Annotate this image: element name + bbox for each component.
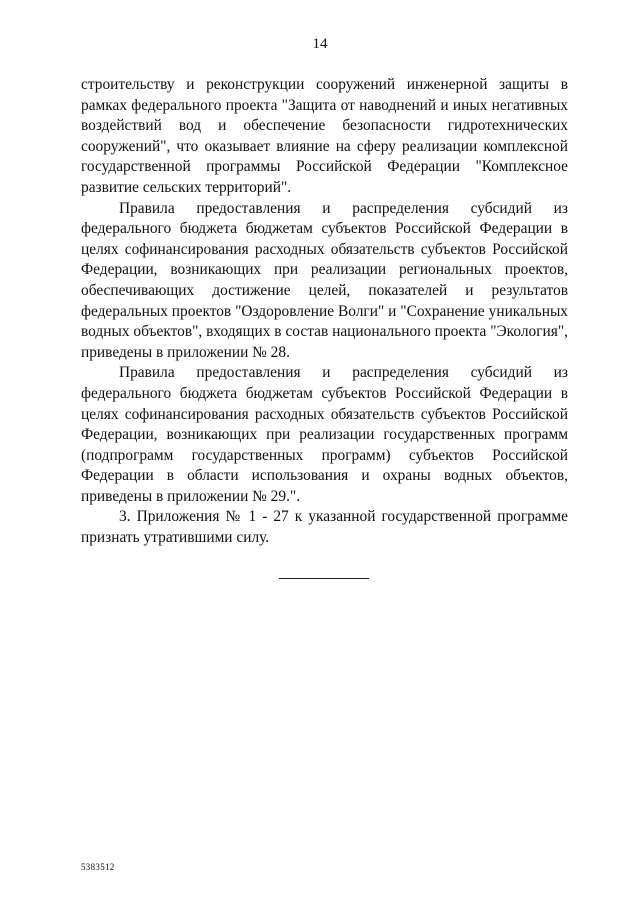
document-code: 5383512 bbox=[81, 862, 115, 872]
document-body bbox=[81, 75, 568, 549]
paragraph-subsidy-rules-28: Правила предоставления и распределения субсидий из федерального бюджета бюджетам субъектов Российской Федерации в целях софинансирования расходных обязательств субъектов Российской Федерации, возникающих при реализации региональных проектов, обеспечивающих достижение целей, показателей и результатов федеральных проектов "Оздоровление Волги" и "Сохранение уникальных водных объектов", входящих в состав национального проекта "Экология", приведены в приложении № 28. bbox=[81, 199, 568, 361]
paragraph-appendices-void: 3. Приложения № 1 - 27 к указанной государственной программе признать утратившими силу. bbox=[81, 508, 568, 547]
paragraph-subsidy-rules-29: Правила предоставления и распределения субсидий из федерального бюджета бюджетам субъектов Российской Федерации в целях софинансирования расходных обязательств субъектов Российской Федерации, возникающих при реализации государственных программ (подпрограмм государственных программ) субъектов Российской Федерации в области использования и охраны водных объектов, приведены в приложении № 29.". bbox=[81, 364, 568, 505]
page-number: 14 bbox=[312, 36, 328, 52]
end-divider bbox=[279, 578, 369, 579]
paragraph-continuation: строительству и реконструкции сооружений инженерной защиты в рамках федерального проекта "Защита от наводнений и иных негативных воздействий вод и обеспечение безопасности гидротехнических сооружений", что оказывает влияние на сферу реализации комплексной государственной программы Российской Федерации "Комплексное развитие сельских территорий". bbox=[81, 76, 568, 196]
